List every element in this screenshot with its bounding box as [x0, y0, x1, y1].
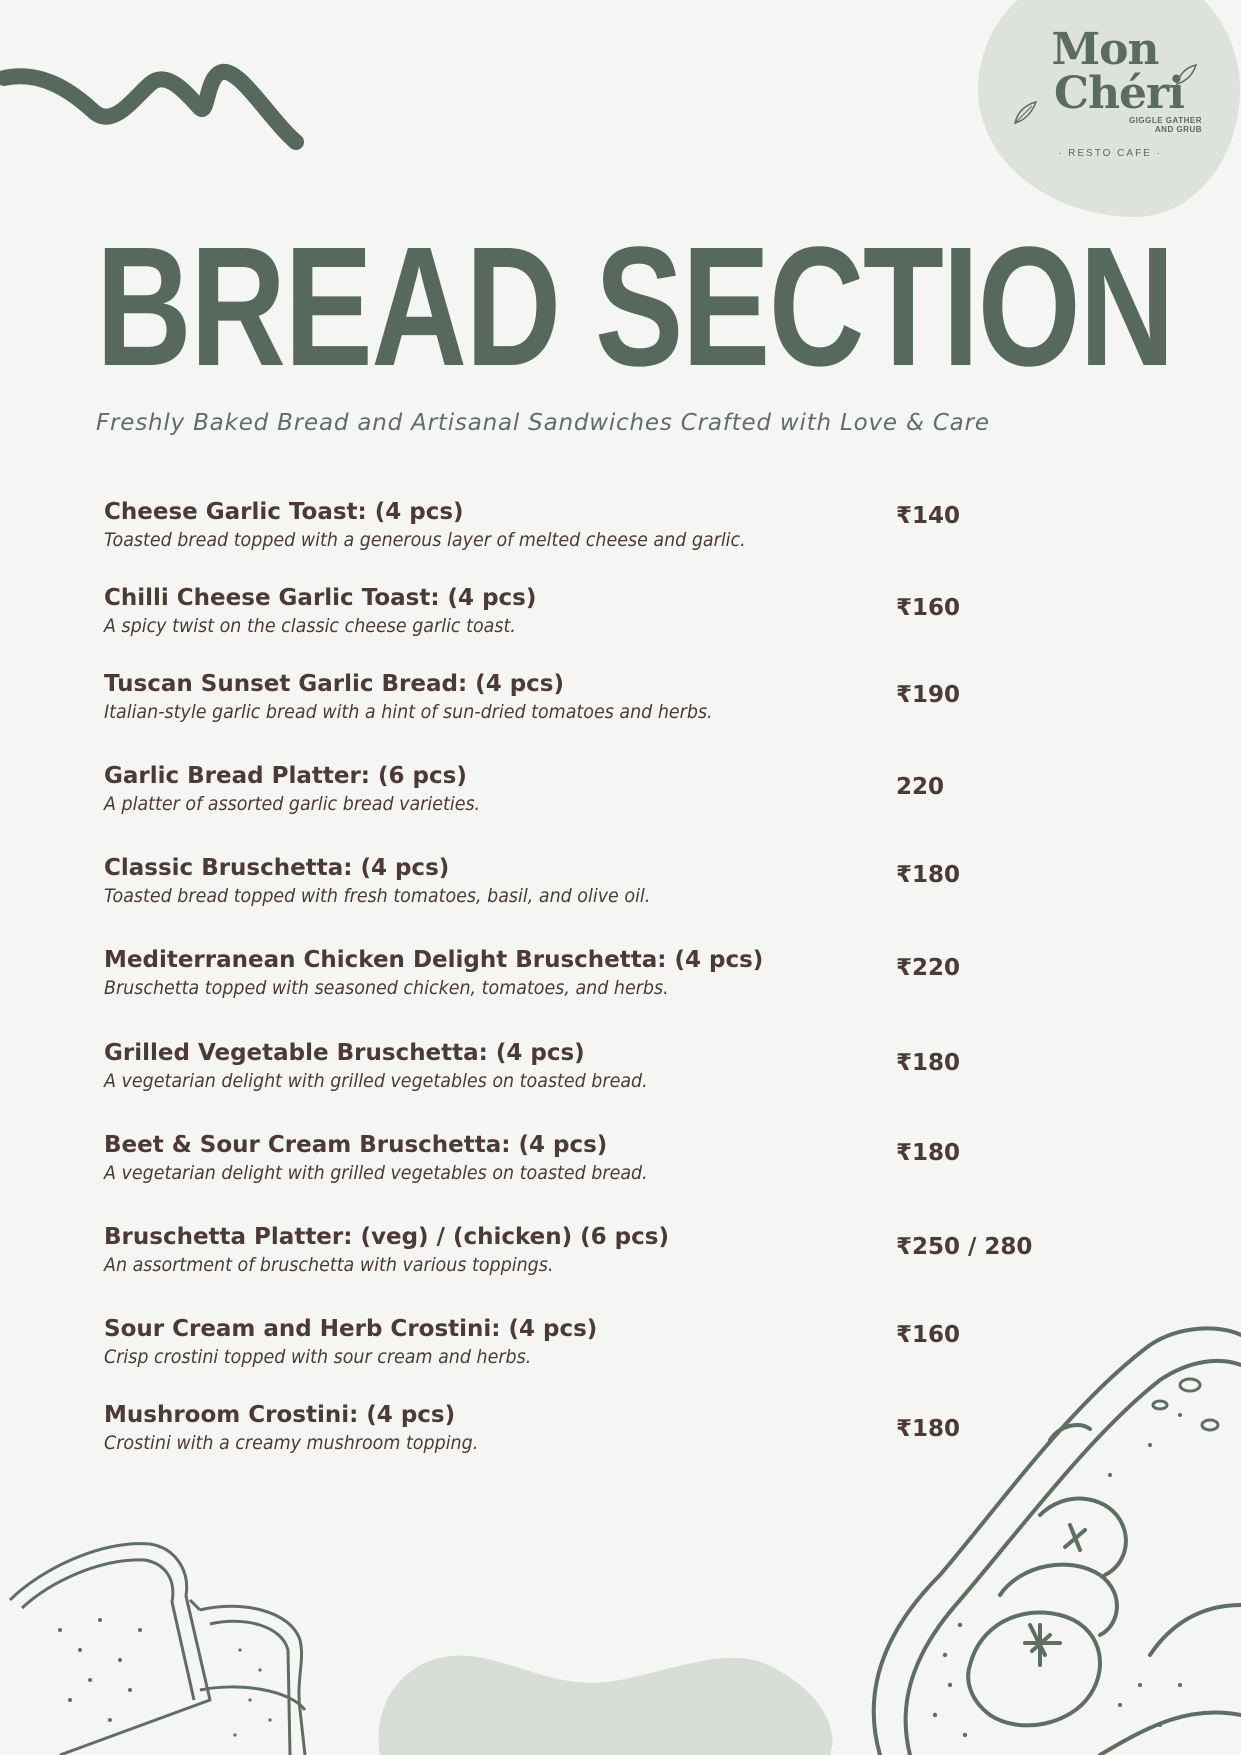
brand-tagline: AND GRUB	[1154, 125, 1202, 134]
menu-item-description: Crostini with a creamy mushroom topping.	[104, 1432, 479, 1454]
menu-item	[104, 1038, 1064, 1094]
menu-item-description: A platter of assorted garlic bread varieties.	[104, 793, 481, 815]
bread-slices-illustration	[0, 1500, 330, 1755]
menu-item	[104, 1130, 1064, 1186]
brand-name-line2: Chéri	[1054, 68, 1184, 119]
menu-item-description: A spicy twist on the classic cheese garlic toast.	[104, 615, 516, 637]
menu-item-name: Mediterranean Chicken Delight Bruschetta: (4 pcs)	[104, 947, 764, 973]
bottom-blob-decoration	[370, 1640, 850, 1755]
menu-item	[104, 945, 1064, 1001]
menu-item-price: ₹180	[896, 862, 961, 888]
menu-item-price: ₹220	[896, 955, 961, 981]
menu-item-name: Grilled Vegetable Bruschetta: (4 pcs)	[104, 1040, 585, 1066]
menu-item-price: 220	[896, 774, 945, 800]
leaf-icon	[1174, 62, 1200, 88]
menu-item	[104, 669, 1064, 725]
menu-item-price: ₹180	[896, 1140, 961, 1166]
menu-item	[104, 1222, 1064, 1278]
menu-item-name: Classic Bruschetta: (4 pcs)	[104, 855, 450, 881]
menu-item-price: ₹190	[896, 682, 961, 708]
menu-item-name: Beet & Sour Cream Bruschetta: (4 pcs)	[104, 1132, 608, 1158]
brand-name-line1: Mon	[1051, 24, 1159, 75]
menu-item-description: An assortment of bruschetta with various toppings.	[104, 1254, 554, 1276]
brand-subtitle: · RESTO CAFE ·	[1058, 148, 1162, 159]
brand-logo	[1010, 24, 1210, 198]
menu-item-price: ₹140	[896, 503, 961, 529]
menu-item-price: ₹180	[896, 1416, 961, 1442]
menu-item-name: Tuscan Sunset Garlic Bread: (4 pcs)	[104, 671, 564, 697]
menu-item-name: Sour Cream and Herb Crostini: (4 pcs)	[104, 1316, 598, 1342]
menu-item	[104, 497, 1064, 553]
brand-tagline: GIGGLE GATHER	[1128, 116, 1202, 125]
leaf-icon	[1010, 98, 1040, 128]
menu-item	[104, 583, 1064, 639]
menu-item-price: ₹250 / 280	[896, 1234, 1033, 1260]
menu-item-name: Mushroom Crostini: (4 pcs)	[104, 1402, 456, 1428]
menu-item-description: Bruschetta topped with seasoned chicken, tomatoes, and herbs.	[104, 977, 669, 999]
menu-item	[104, 761, 1064, 817]
menu-item-name: Cheese Garlic Toast: (4 pcs)	[104, 499, 464, 525]
menu-item-price: ₹180	[896, 1050, 961, 1076]
menu-item-name: Bruschetta Platter: (veg) / (chicken) (6 pcs)	[104, 1224, 669, 1250]
menu-item-description: Italian-style garlic bread with a hint of sun-dried tomatoes and herbs.	[104, 701, 713, 723]
squiggle-decoration	[0, 50, 320, 160]
menu-item-description: Crisp crostini topped with sour cream and herbs.	[104, 1346, 532, 1368]
menu-item-description: A vegetarian delight with grilled vegetables on toasted bread.	[104, 1162, 648, 1184]
menu-item-description: Toasted bread topped with a generous layer of melted cheese and garlic.	[104, 529, 746, 551]
page-subtitle: Freshly Baked Bread and Artisanal Sandwiches Crafted with Love & Care	[96, 410, 990, 436]
menu-item-description: A vegetarian delight with grilled vegetables on toasted bread.	[104, 1070, 648, 1092]
menu-item	[104, 853, 1064, 909]
menu-item-name: Garlic Bread Platter: (6 pcs)	[104, 763, 467, 789]
page-title: BREAD SECTION	[96, 212, 1174, 402]
menu-item-price: ₹160	[896, 1322, 961, 1348]
menu-item-description: Toasted bread topped with fresh tomatoes, basil, and olive oil.	[104, 885, 651, 907]
menu-item-name: Chilli Cheese Garlic Toast: (4 pcs)	[104, 585, 537, 611]
menu-item-price: ₹160	[896, 595, 961, 621]
bruschetta-illustration	[850, 1325, 1241, 1755]
